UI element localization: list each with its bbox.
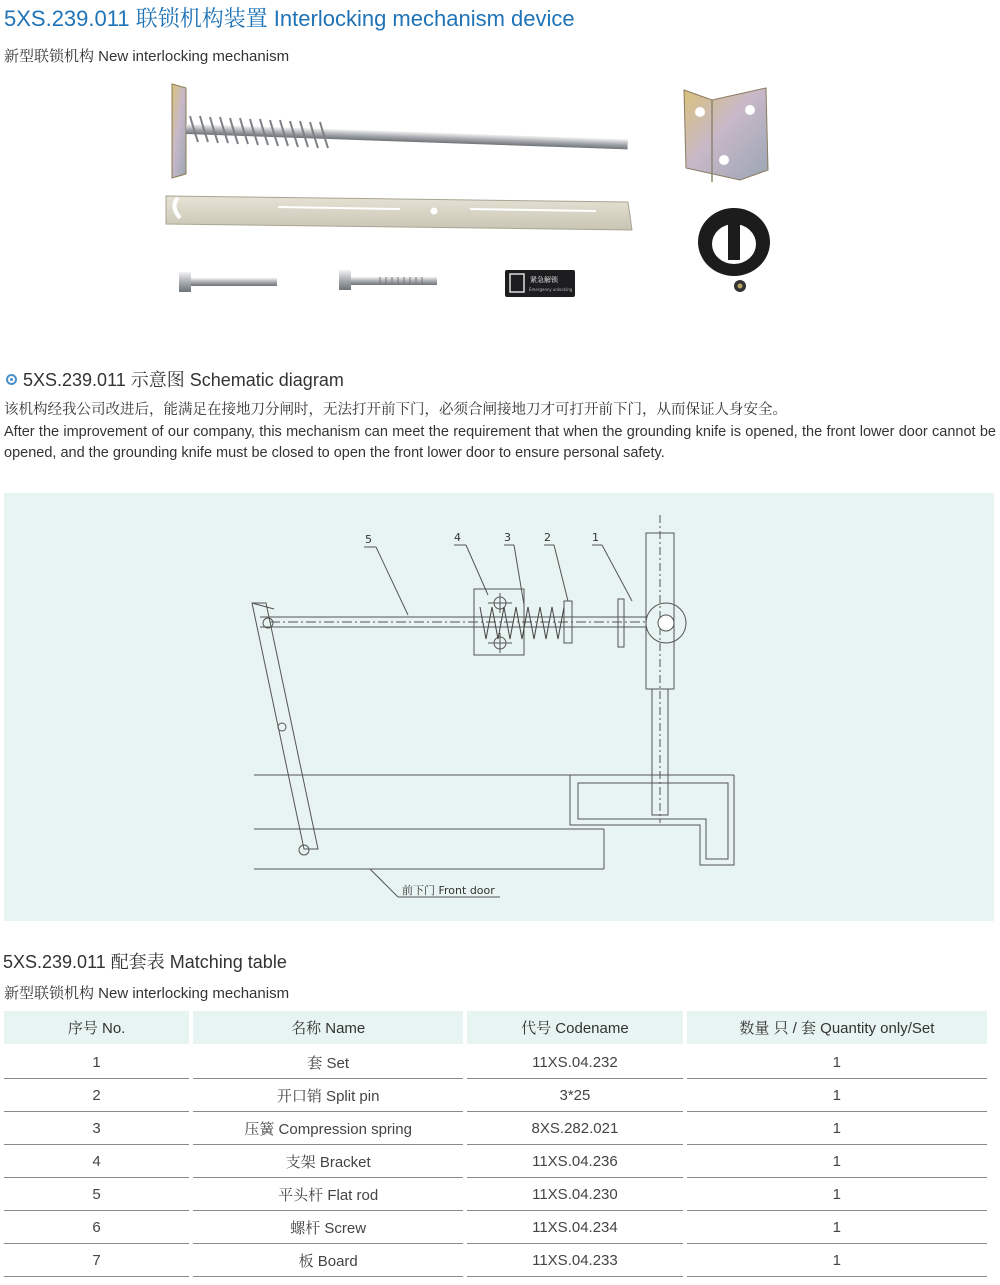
table-row bbox=[4, 1046, 987, 1079]
spring-rod-photo bbox=[172, 84, 628, 178]
table-row bbox=[4, 1079, 987, 1112]
cell-quantity: 1 bbox=[687, 1046, 987, 1079]
cell-codename: 3*25 bbox=[467, 1079, 683, 1112]
page-subtitle: 新型联锁机构 New interlocking mechanism bbox=[4, 48, 290, 65]
cell-quantity: 1 bbox=[687, 1112, 987, 1145]
table-row bbox=[4, 1145, 987, 1178]
table-row bbox=[4, 1178, 987, 1211]
unlock-label-subtext: Emergency unlocking bbox=[529, 287, 573, 292]
cell-codename: 11XS.04.234 bbox=[467, 1211, 683, 1244]
cell-name: 套 Set bbox=[193, 1046, 463, 1079]
cell-no: 2 bbox=[4, 1079, 189, 1112]
cell-codename: 11XS.04.233 bbox=[467, 1244, 683, 1277]
cell-quantity: 1 bbox=[687, 1244, 987, 1277]
sleeve-photo bbox=[698, 208, 770, 292]
callout-3: 3 bbox=[504, 531, 511, 544]
emergency-unlock-label-photo bbox=[505, 270, 575, 297]
cell-name: 压簧 Compression spring bbox=[193, 1112, 463, 1145]
cell-name: 支架 Bracket bbox=[193, 1145, 463, 1178]
cell-codename: 11XS.04.232 bbox=[467, 1046, 683, 1079]
callout-2: 2 bbox=[544, 531, 551, 544]
cell-no: 6 bbox=[4, 1211, 189, 1244]
schematic-svg bbox=[4, 493, 994, 921]
bracket-photo bbox=[684, 88, 768, 182]
page-title: 5XS.239.011 联锁机构装置 Interlocking mechanism device bbox=[4, 6, 575, 31]
table-row bbox=[4, 1112, 987, 1145]
table-subtitle: 新型联锁机构 New interlocking mechanism bbox=[4, 985, 290, 1002]
cell-quantity: 1 bbox=[687, 1178, 987, 1211]
table-title: 5XS.239.011 配套表 Matching table bbox=[3, 952, 287, 972]
cell-quantity: 1 bbox=[687, 1079, 987, 1112]
callout-1: 1 bbox=[592, 531, 599, 544]
flat-bar-photo bbox=[166, 196, 632, 230]
description-en: After the improvement of our company, this mechanism can meet the requirement that when the grounding knife is opened, the front lower door cannot be opened, and the grounding knife must be closed to open the front lower door to ensure personal safety. bbox=[4, 424, 996, 461]
callout-4: 4 bbox=[454, 531, 461, 544]
col-header-name: 名称 Name bbox=[193, 1011, 463, 1046]
callout-5: 5 bbox=[365, 533, 372, 546]
cell-no: 3 bbox=[4, 1112, 189, 1145]
schematic-title-text: 5XS.239.011 示意图 Schematic diagram bbox=[23, 370, 344, 390]
cell-quantity: 1 bbox=[687, 1145, 987, 1178]
col-header-codename: 代号 Codename bbox=[467, 1011, 683, 1046]
cell-quantity: 1 bbox=[687, 1211, 987, 1244]
cell-codename: 8XS.282.021 bbox=[467, 1112, 683, 1145]
cell-no: 5 bbox=[4, 1178, 189, 1211]
unlock-label-text: 紧急解锁 bbox=[530, 276, 558, 284]
cell-no: 7 bbox=[4, 1244, 189, 1277]
schematic-diagram bbox=[4, 493, 994, 921]
table-row bbox=[4, 1211, 987, 1244]
bullet-icon bbox=[6, 374, 17, 385]
table-header-row bbox=[4, 1011, 987, 1046]
bolt-photo-1 bbox=[179, 272, 277, 292]
schematic-title bbox=[6, 366, 344, 392]
col-header-no: 序号 No. bbox=[4, 1011, 189, 1046]
table-row bbox=[4, 1244, 987, 1277]
cell-no: 1 bbox=[4, 1046, 189, 1079]
cell-name: 板 Board bbox=[193, 1244, 463, 1277]
col-header-quantity: 数量 只 / 套 Quantity only/Set bbox=[687, 1011, 987, 1046]
matching-table bbox=[0, 1011, 991, 1277]
cell-codename: 11XS.04.236 bbox=[467, 1145, 683, 1178]
cell-name: 螺杆 Screw bbox=[193, 1211, 463, 1244]
bolt-photo-2 bbox=[339, 270, 437, 290]
cell-name: 开口销 Split pin bbox=[193, 1079, 463, 1112]
cell-name: 平头杆 Flat rod bbox=[193, 1178, 463, 1211]
product-photos bbox=[0, 78, 1000, 318]
cell-no: 4 bbox=[4, 1145, 189, 1178]
front-door-label: 前下门 Front door bbox=[402, 884, 495, 897]
cell-codename: 11XS.04.230 bbox=[467, 1178, 683, 1211]
description-cn: 该机构经我公司改进后，能满足在接地刀分闸时，无法打开前下门，必须合闸接地刀才可打开前下门，从而保证人身安全。 bbox=[4, 402, 787, 418]
